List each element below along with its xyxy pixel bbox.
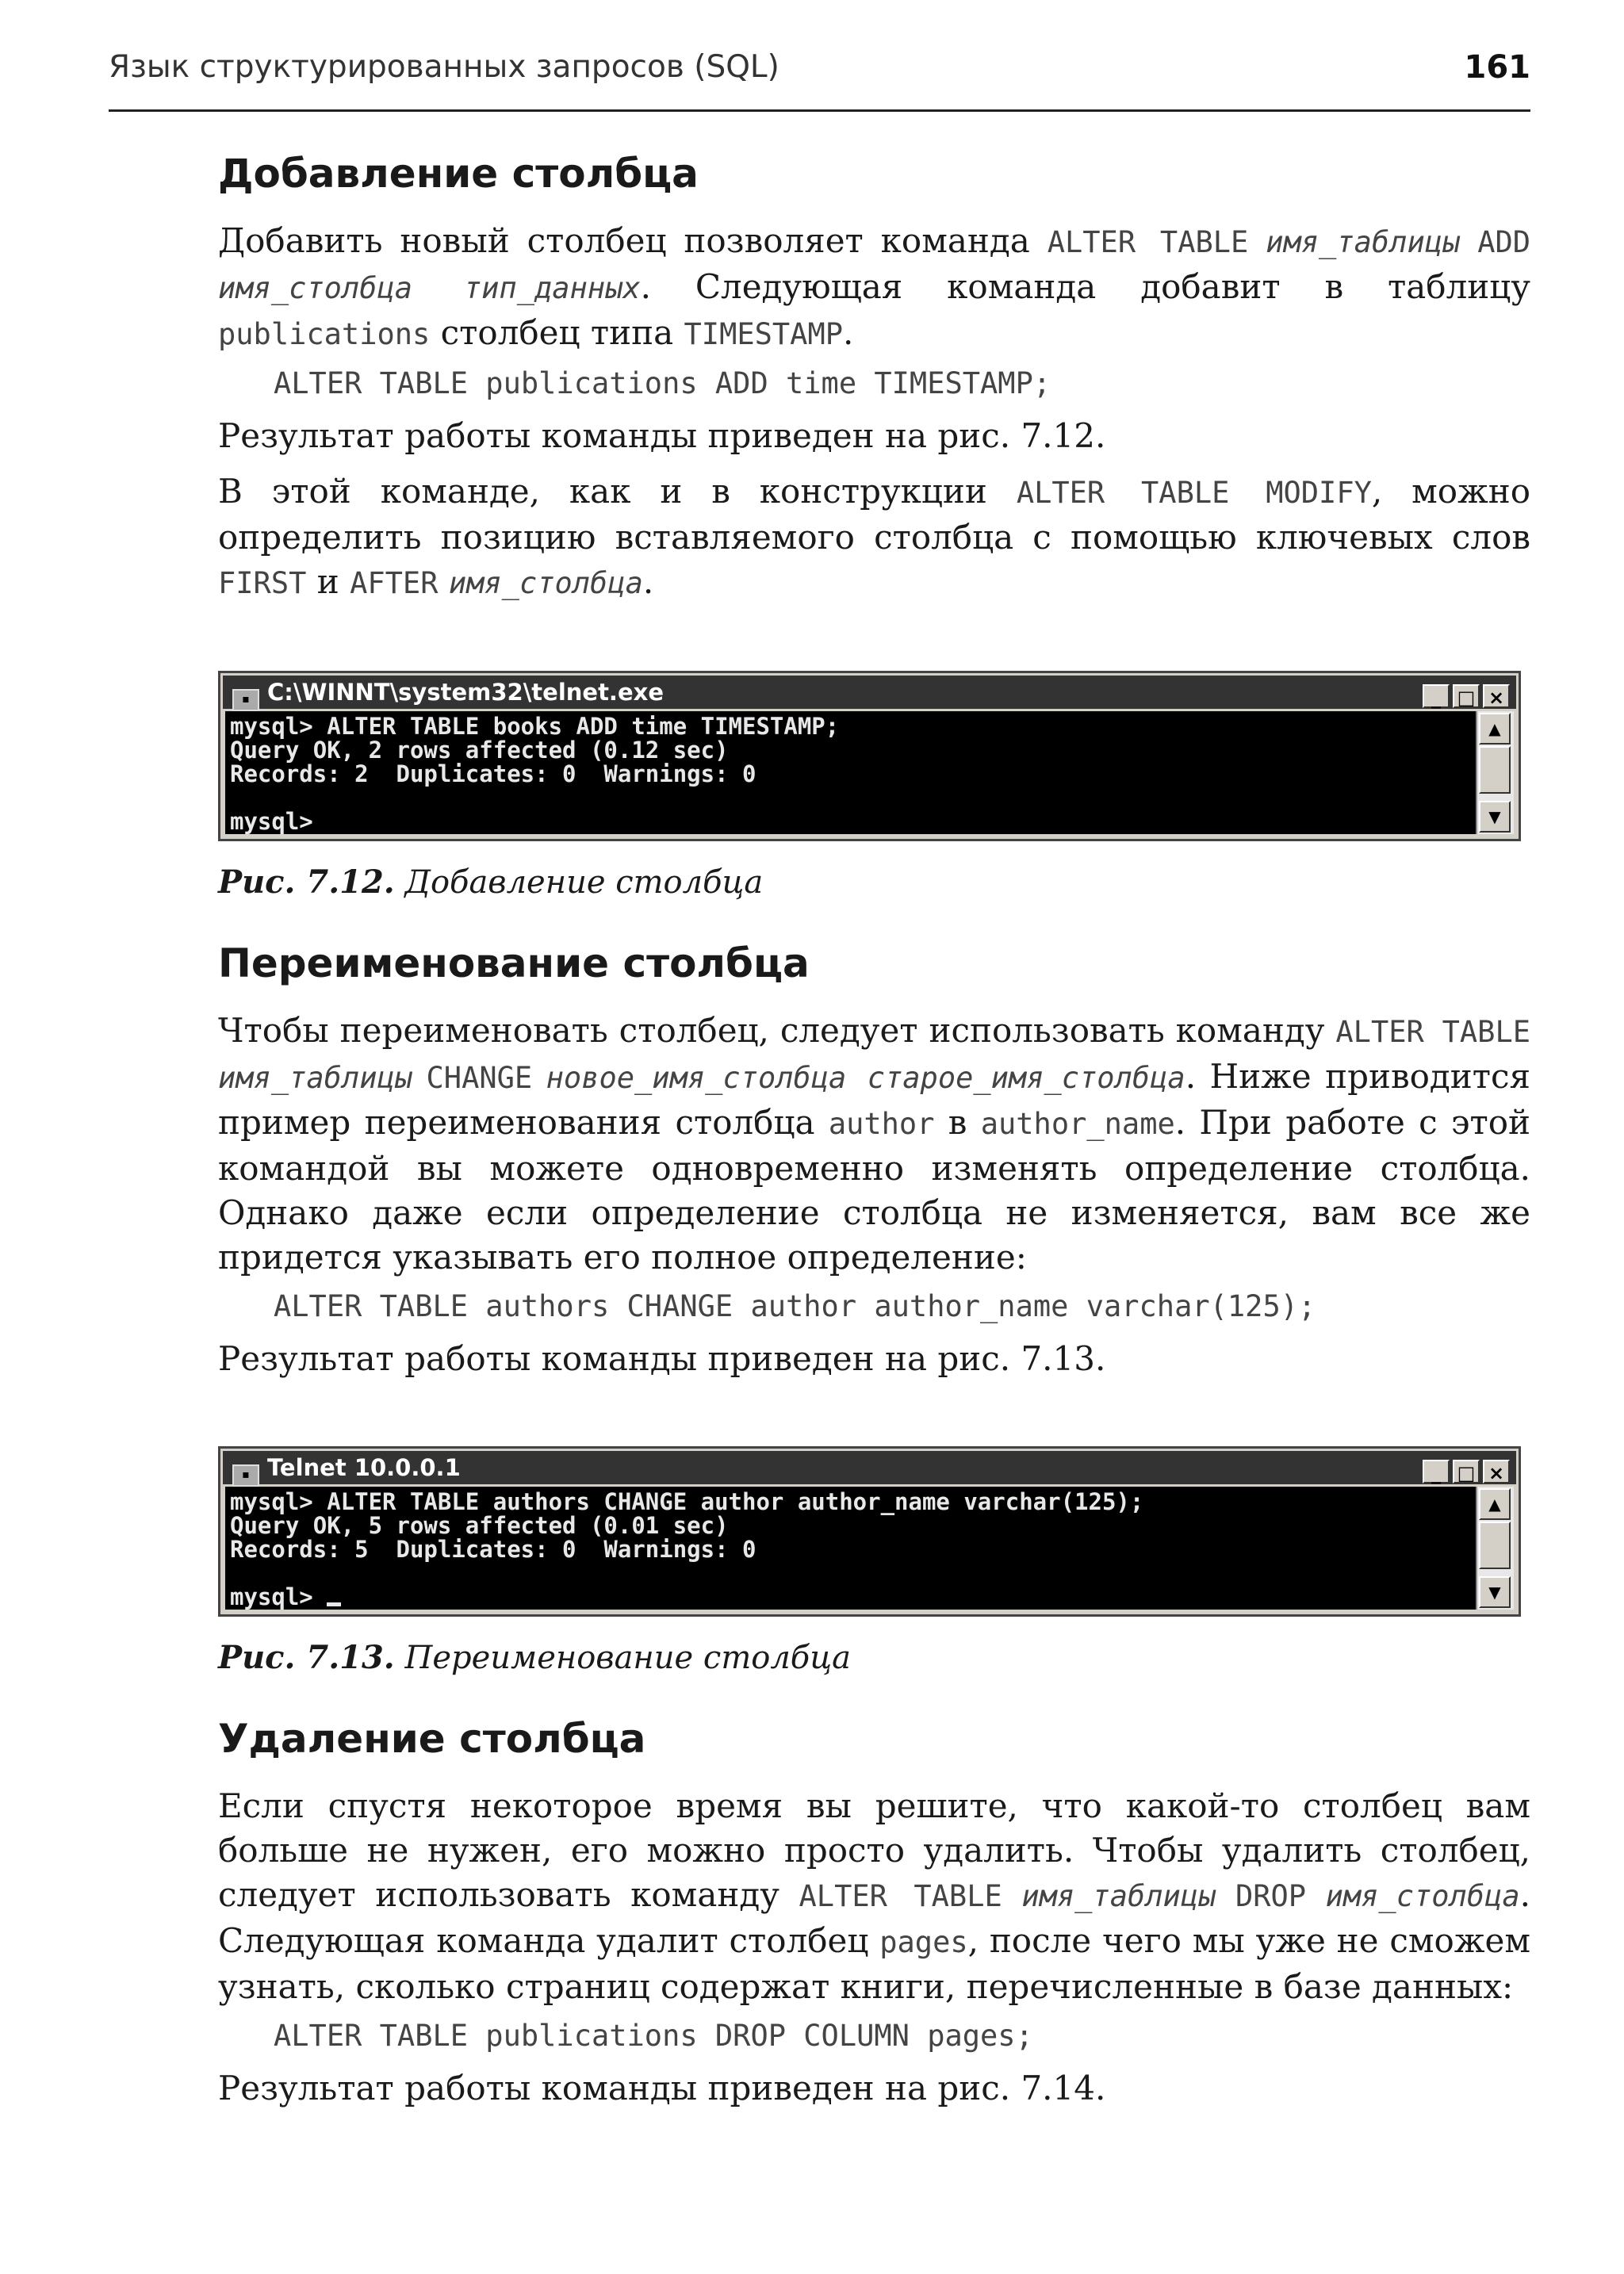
scrollbar-thumb[interactable] [1479,746,1511,794]
code-inline-italic: имя_таблицы [1266,225,1461,259]
window-title: Telnet 10.0.0.1 [267,1454,461,1481]
code-inline: author [828,1107,935,1141]
paragraph: Результат работы команды приведен на рис. 7.14. [218,2069,1106,2107]
code-inline: ALTER TABLE [1047,225,1249,259]
code-inline: author_name [980,1107,1175,1141]
vertical-scrollbar[interactable] [1476,711,1514,834]
code-inline: FIRST [218,566,307,600]
page-number: 161 [1464,49,1530,86]
paragraph: Добавить новый столбец позволяет команда ALTER TABLE имя_таблицы ADD имя_столбца тип_данных. Следующая команда добавит в таблицу publications столбец типа TIMESTAMP. [218,221,1531,352]
console-app-icon: ▪ [232,689,259,711]
code-inline-italic: имя_столбца тип_данных [218,271,641,305]
console-line: Query OK, 2 rows affected (0.12 sec) [230,737,729,764]
figure-caption: Рис. 7.13. Переименование столбца [218,1639,851,1676]
console-line [230,786,1471,810]
terminal-window-fig-7-13 [218,1446,1521,1617]
code-inline: ADD [1477,225,1531,259]
console-output [225,1487,1476,1610]
section-heading-rename-column: Переименование столбца [218,940,810,986]
minimize-button[interactable]: _ [1423,1460,1450,1483]
running-title: Язык структурированных запросов (SQL) [109,49,779,85]
scroll-up-arrow-icon[interactable]: ▲ [1479,713,1511,745]
code-inline: DROP [1235,1879,1307,1913]
paragraph: Результат работы команды приведен на рис. 7.13. [218,1339,1106,1378]
terminal-window-fig-7-12 [218,671,1521,841]
code-inline-italic: имя_столбца [448,566,643,600]
code-inline: CHANGE [426,1061,533,1095]
code-inline: TIMESTAMP [684,317,843,351]
console-prompt: mysql> [230,1585,1471,1609]
vertical-scrollbar[interactable] [1476,1487,1514,1610]
text-cursor [327,1602,341,1606]
code-inline: ALTER TABLE [799,1879,1002,1913]
scrollbar-thumb[interactable] [1479,1522,1511,1569]
code-inline: pages [879,1925,968,1959]
code-block: ALTER TABLE publications DROP COLUMN pages; [274,2019,1033,2053]
code-inline: AFTER [350,566,439,600]
paragraph: В этой команде, как и в конструкции ALTER TABLE MODIFY, можно определить позицию вставляемого столбца с помощью ключевых слов FIRST и AFTER имя_столбца. [218,472,1531,601]
console-prompt: mysql> [230,808,313,835]
figure-caption: Рис. 7.12. Добавление столбца [218,863,764,901]
page-content [218,151,1530,2111]
code-block: ALTER TABLE authors CHANGE author author_name varchar(125); [274,1289,1316,1323]
window-titlebar [223,676,1516,709]
scroll-down-arrow-icon[interactable]: ▼ [1479,1576,1511,1608]
code-inline: ALTER TABLE [1335,1015,1530,1049]
window-title: C:\WINNT\system32\telnet.exe [267,679,664,706]
code-block: ALTER TABLE publications ADD time TIMESTAMP; [274,366,1051,400]
section-heading-add-column: Добавление столбца [218,151,699,197]
code-inline-italic: новое_имя_столбца старое_имя_столбца [546,1061,1185,1095]
section-heading-drop-column: Удаление столбца [218,1716,646,1762]
page-header [109,44,1530,112]
scroll-up-arrow-icon[interactable]: ▲ [1479,1488,1511,1520]
console-line: mysql> ALTER TABLE authors CHANGE author author_name varchar(125); [230,1488,1144,1515]
maximize-button[interactable]: □ [1453,684,1480,708]
console-line: Query OK, 5 rows affected (0.01 sec) [230,1512,729,1539]
console-line: Records: 5 Duplicates: 0 Warnings: 0 [230,1536,756,1563]
paragraph: Чтобы переименовать столбец, следует использовать команду ALTER TABLE имя_таблицы CHANGE новое_имя_столбца старое_имя_столбца. Ниже приводится пример переименования столбца author в author_name. При работе с этой командой вы можете одновременно изменять определение столбца. Однако даже если определение столбца не изменяется, вам все же придется указывать его полное определение: [218,1011,1530,1277]
code-inline-italic: имя_столбца [1325,1879,1520,1913]
maximize-button[interactable]: □ [1453,1460,1480,1483]
code-inline: publications [218,317,431,351]
console-line: mysql> ALTER TABLE books ADD time TIMESTAMP; [230,713,840,740]
code-inline-italic: имя_таблицы [1021,1879,1216,1913]
close-button[interactable]: × [1483,1460,1510,1483]
scroll-down-arrow-icon[interactable]: ▼ [1479,801,1511,833]
code-inline: ALTER TABLE MODIFY [1016,476,1372,510]
console-app-icon: ▪ [232,1464,259,1487]
code-inline-italic: имя_таблицы [218,1061,413,1095]
paragraph: Если спустя некоторое время вы решите, что какой-то столбец вам больше не нужен, его можно просто удалить. Чтобы удалить столбец, следует использовать команду ALTER TABLE имя_таблицы DROP имя_столбца. Следующая команда удалит столбец pages, после чего мы уже не сможем узнать, сколько страниц содержат книги, перечисленные в базе данных: [218,1786,1531,2006]
console-line: Records: 2 Duplicates: 0 Warnings: 0 [230,760,756,787]
close-button[interactable]: × [1483,684,1510,708]
paragraph: Результат работы команды приведен на рис. 7.12. [218,416,1106,455]
console-line [230,1561,1471,1585]
window-titlebar [223,1451,1516,1484]
console-output [225,711,1476,834]
minimize-button[interactable]: _ [1423,684,1450,708]
